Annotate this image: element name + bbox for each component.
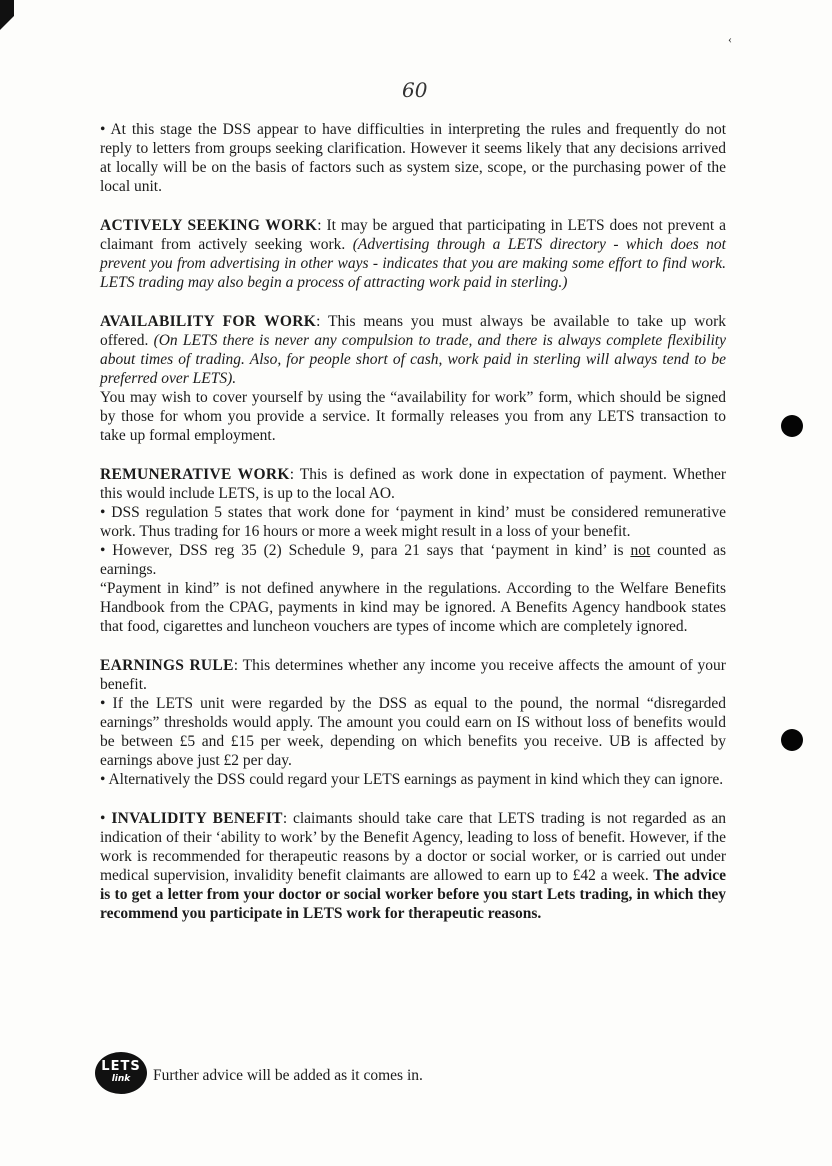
bold-advice: The advice is to get a letter from your doctor or social worker before you start Lets trading, in which they recommend you participate in LETS work for therapeutic reasons. bbox=[100, 867, 726, 922]
section-text-2: “Payment in kind” is not defined anywhere in the regulations. According to the Welfare Benefits Handbook from the CPAG, payments in kind may be ignored. A Benefits Agency handbook states that food, cigarettes and luncheon vouchers are types of income which are completely ignored. bbox=[100, 580, 726, 635]
footer-text: Further advice will be added as it comes in. bbox=[153, 1067, 423, 1084]
section-text-2: You may wish to cover yourself by using the “availability for work” form, which should be signed by those for whom you provide a service. It formally releases you from any LETS transaction to take up formal employment. bbox=[100, 389, 726, 444]
lets-logo-icon bbox=[95, 1052, 147, 1094]
bullet-text: counted as earnings. bbox=[100, 542, 726, 578]
page-number: 60 bbox=[402, 78, 428, 102]
bullet-item: • DSS regulation 5 states that work done for ‘payment in kind’ must be considered remunerative work. Thus trading for 16 hours or more a week might result in a loss of your benefit. bbox=[100, 504, 726, 540]
section-text: : It may be argued that participating in LETS does not prevent a claimant from actively seeking work. bbox=[100, 217, 726, 253]
bullet-marker: • bbox=[100, 810, 112, 827]
section-heading: INVALIDITY BENEFIT bbox=[111, 810, 283, 827]
earnings-section bbox=[100, 656, 726, 789]
intro-text: • At this stage the DSS appear to have difficulties in interpreting the rules and frequently do not reply to letters from groups seeking clarification. However it seems likely that any decisions arrived at locally will be on the basis of factors such as system size, scope, or the purchasing power of the local unit. bbox=[100, 121, 726, 195]
bullet-item: • If the LETS unit were regarded by the DSS as equal to the pound, the normal “disregarded earnings” thresholds would apply. The amount you could earn on IS without loss of benefits would be between £5 and £15 per week, depending on which benefits you receive. UB is affected by earnings above just £2 per day. bbox=[100, 695, 726, 769]
bullet-text: • However, DSS reg 35 (2) Schedule 9, para 21 says that ‘payment in kind’ is bbox=[100, 542, 631, 559]
logo-line-2: link bbox=[111, 1074, 131, 1084]
section-text: : This means you must always be available to take up work offered. bbox=[100, 313, 727, 349]
bullet-item bbox=[100, 541, 726, 579]
punch-hole-icon bbox=[781, 415, 803, 437]
section-heading: ACTIVELY SEEKING WORK bbox=[100, 217, 318, 234]
bullet-item: • Alternatively the DSS could regard your LETS earnings as payment in kind which they can ignore. bbox=[100, 771, 724, 788]
availability-section bbox=[100, 312, 726, 445]
document-body bbox=[100, 120, 726, 943]
section-heading: REMUNERATIVE WORK bbox=[100, 466, 290, 483]
section-text: : This determines whether any income you receive affects the amount of your benefit. bbox=[100, 657, 726, 693]
scan-edge-mark bbox=[0, 0, 14, 60]
corner-mark: ‹ bbox=[728, 32, 732, 46]
punch-hole-icon bbox=[781, 729, 803, 751]
footer bbox=[95, 1052, 423, 1094]
invalidity-section bbox=[100, 809, 726, 923]
logo-line-1: LETS bbox=[101, 1059, 141, 1074]
actively-seeking-section bbox=[100, 216, 726, 292]
intro-paragraph bbox=[100, 120, 726, 196]
section-italic-note: (Advertising through a LETS directory - which does not prevent you from advertising in other ways - indicates that you are making some effort to find work. LETS trading may also begin a process of attracting work paid in sterling.) bbox=[100, 236, 726, 291]
section-text: : claimants should take care that LETS trading is not regarded as an indication of their ‘ability to work’ by the Benefit Agency, leading to loss of benefit. However, if the work is recommended for therapeutic reasons by a doctor or social worker, or is carried out under medical supervision, invalidity benefit claimants are allowed to earn up to £42 a week. bbox=[100, 810, 726, 884]
section-italic-note: (On LETS there is never any compulsion to trade, and there is always complete flexibility about times of trading. Also, for people short of cash, work paid in sterling will always tend to be preferred over LETS). bbox=[100, 332, 726, 387]
underlined-not: not bbox=[630, 542, 651, 559]
section-text: : This is defined as work done in expectation of payment. Whether this would include LETS, is up to the local AO. bbox=[100, 466, 726, 502]
remunerative-section bbox=[100, 465, 726, 636]
section-heading: EARNINGS RULE bbox=[100, 657, 234, 674]
section-heading: AVAILABILITY FOR WORK bbox=[100, 313, 317, 330]
